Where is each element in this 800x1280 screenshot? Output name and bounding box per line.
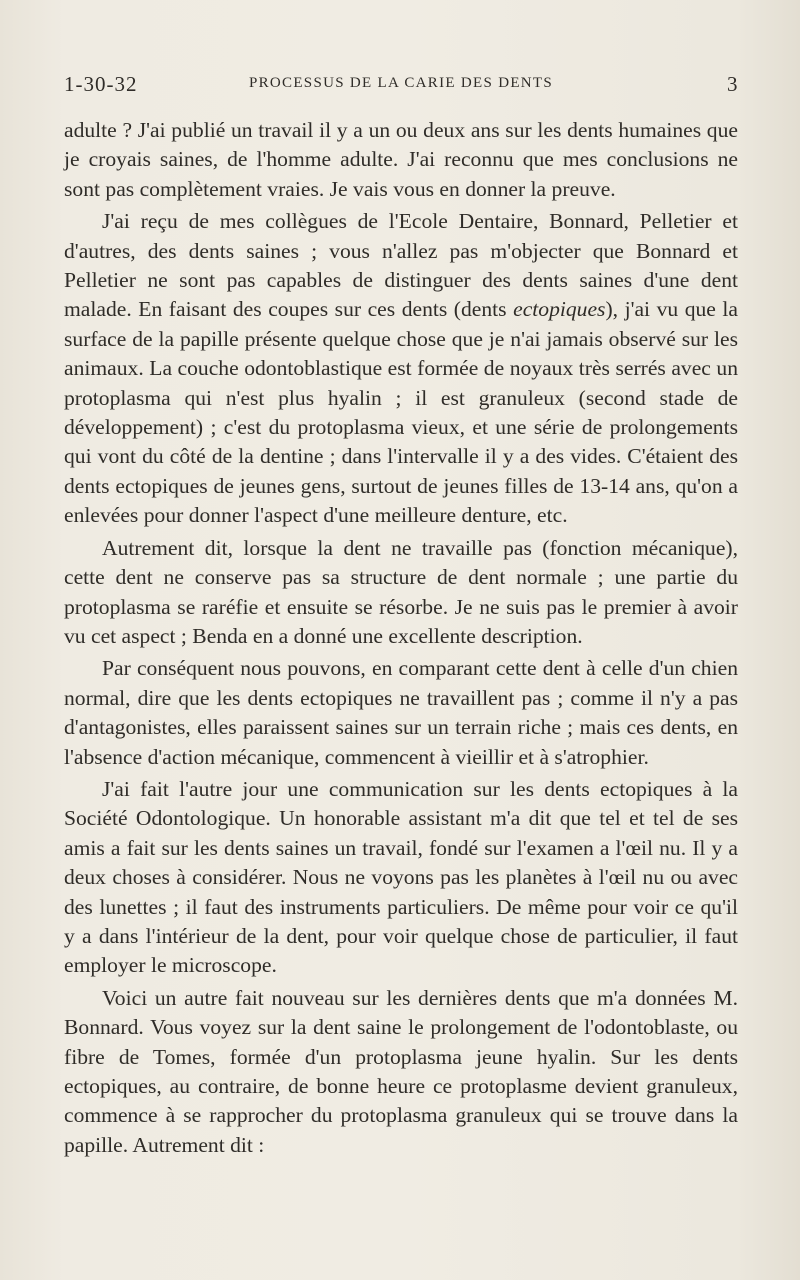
paragraph-4: Par conséquent nous pouvons, en comparant cette dent à celle d'un chien normal, dire que les dents ectopiques ne travaillent pas ; comme il n'y a pas d'antagonistes, elles paraissent saines sur un terrain riche ; mais ces dents, en l'absence d'action mécanique, commencent à vieillir et à s'atrophier.	[64, 656, 738, 769]
paragraph-3: Autrement dit, lorsque la dent ne travaille pas (fonction mécanique), cette dent ne conserve pas sa structure de dent normale ; une partie du protoplasma se raréfie et ensuite se résorbe. Je ne suis pas le premier à avoir vu cet aspect ; Benda en a donné une excellente description.	[64, 535, 738, 648]
italic-term: ectopiques	[513, 297, 606, 322]
paragraph-2-text-b: ), j'ai vu que la surface de la papille présente quelque chose que je n'ai jamais observé sur les animaux. La couche odontoblastique est formée de noyaux très serrés avec un protoplasma qui n'est plus hyalin ; il est granuleux (second stade de développement) ; c'est du protoplasma vieux, et une série de prolongements qui vont du côté de la dentine ; dans l'intervalle il y a des vides. C'étaient des dents ectopiques de jeunes gens, surtout de jeunes filles de 13-14 ans, qu'on a enlevées pour donner l'aspect d'une meilleure denture, etc.	[64, 297, 738, 528]
page-number: 3	[727, 72, 738, 96]
header-title: PROCESSUS DE LA CARIE DES DENTS	[248, 75, 554, 91]
paragraph-5: J'ai fait l'autre jour une communication sur les dents ectopiques à la Société Odontologique. Un honorable assistant m'a dit que tel et tel de ses amis a fait sur les dents saines un travail, fondé sur l'examen a l'œil nu. Il y a deux choses à considérer. Nous ne voyons pas les planètes à l'œil nu ou avec des lunettes ; il faut des instruments particuliers. De même pour voir ce qu'il y a dans l'intérieur de la dent, pour voir quelque chose de particulier, il faut employer le microscope.	[64, 776, 738, 978]
header-reference: 1-30-32	[64, 72, 138, 96]
paragraph-1: adulte ? J'ai publié un travail il y a un ou deux ans sur les dents humaines que je croyais saines, de l'homme adulte. J'ai reconnu que mes conclusions ne sont pas complètement vraies. Je vais vous en donner la preuve.	[64, 118, 738, 201]
running-header	[64, 72, 738, 100]
page-body	[64, 116, 738, 1163]
paragraph-6: Voici un autre fait nouveau sur les dernières dents que m'a données M. Bonnard. Vous voyez sur la dent saine le prolongement de l'odontoblaste, ou fibre de Tomes, formée d'un protoplasma jeune hyalin. Sur les dents ectopiques, au contraire, de bonne heure ce protoplasme devient granuleux, commence à se rapprocher du protoplasma granuleux qui se trouve dans la papille. Autrement dit :	[64, 985, 738, 1157]
paragraph-2	[64, 207, 738, 530]
paragraph-2-text-a: J'ai reçu de mes collègues de l'Ecole Dentaire, Bonnard, Pelletier et d'autres, des dents saines ; vous n'allez pas m'objecter que Bonnard et Pelletier ne sont pas capables de distinguer des dents saines d'une dent malade. En faisant des coupes sur ces dents (dents	[64, 209, 738, 322]
